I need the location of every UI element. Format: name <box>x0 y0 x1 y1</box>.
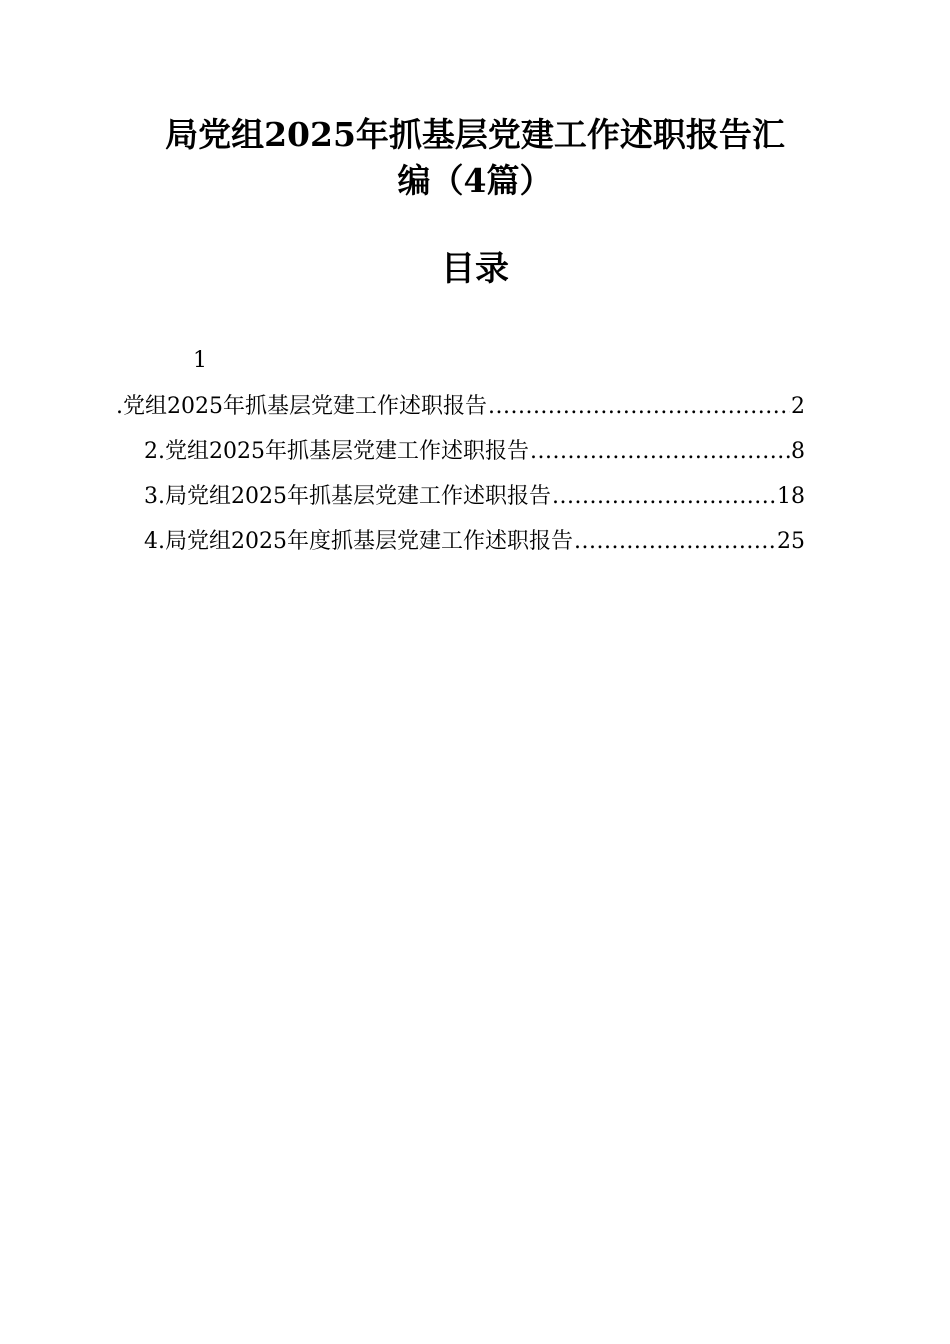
toc-entry-title: 2.党组2025年抓基层党建工作述职报告 <box>144 439 529 464</box>
toc-dot-leader <box>552 480 776 514</box>
document-title-line-2: 编（4篇） <box>397 161 553 200</box>
toc-entry[interactable] <box>144 435 805 469</box>
toc-heading: 目录 <box>441 249 509 289</box>
toc-dot-leader <box>574 525 776 559</box>
toc-entry-page-number: 8 <box>791 439 805 464</box>
toc-entry-page-number: 18 <box>777 484 805 509</box>
toc-entry-page-number: 2 <box>791 394 805 419</box>
toc-entry[interactable] <box>116 390 805 424</box>
toc-entry-title: 3.局党组2025年抓基层党建工作述职报告 <box>144 484 551 509</box>
toc-entry[interactable] <box>144 480 805 514</box>
document-title <box>130 112 820 204</box>
toc-entry-page-number: 25 <box>777 529 805 554</box>
toc-stray-number: 1 <box>193 348 207 373</box>
toc-dot-leader <box>488 390 790 424</box>
toc-entry-title: .党组2025年抓基层党建工作述职报告 <box>116 394 487 419</box>
toc-entry-title: 4.局党组2025年度抓基层党建工作述职报告 <box>144 529 573 554</box>
document-title-line-1: 局党组2025年抓基层党建工作述职报告汇 <box>165 115 785 154</box>
toc-entry[interactable] <box>144 525 805 559</box>
toc-dot-leader <box>530 435 790 469</box>
